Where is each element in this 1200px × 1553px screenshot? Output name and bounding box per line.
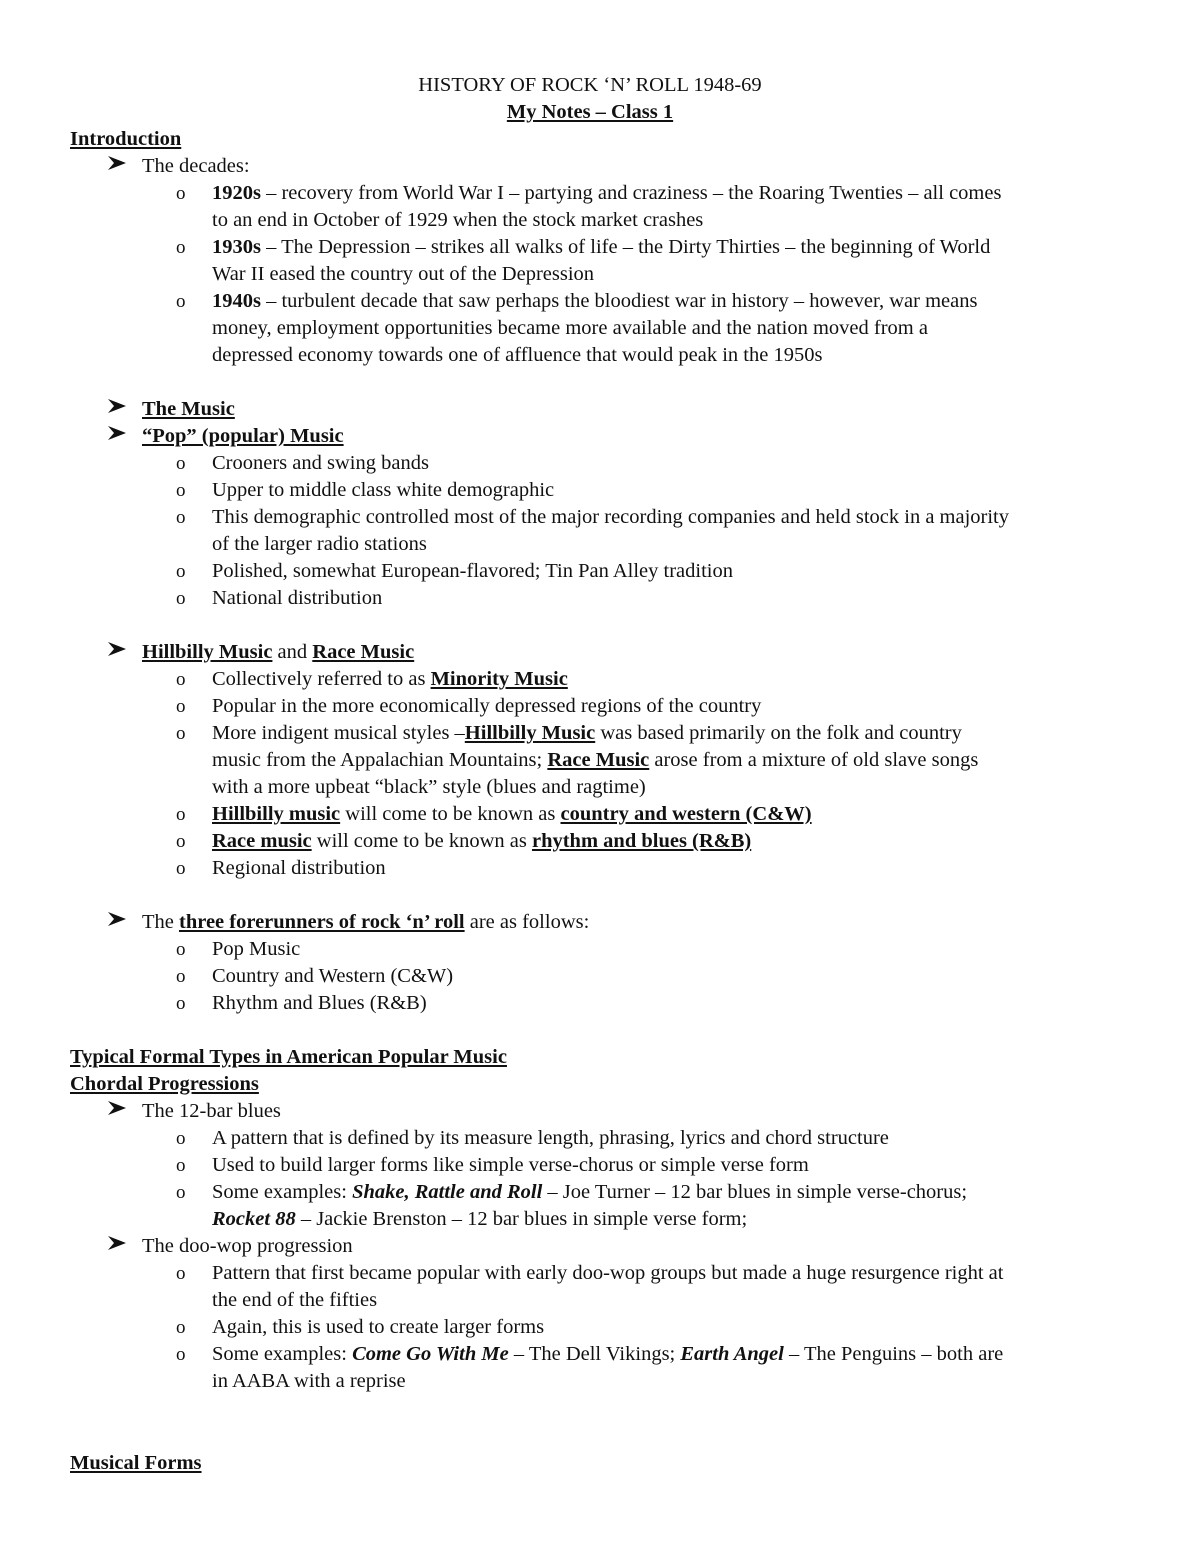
circle-bullet-icon: o [176,453,186,474]
text-line: Pattern that first became popular with early doo-wop groups but made a huge resurgence right at [212,1262,1004,1284]
circle-bullet-icon: o [176,1344,186,1365]
bullet-text: “Pop” (popular) Music [142,425,344,447]
arrow-bullet-icon [106,639,128,666]
term: Race Music [547,749,650,771]
section-heading-typical-forms: Typical Formal Types in American Popular Music [70,1046,507,1068]
circle-bullet-icon: o [176,237,186,258]
sub-bullet-text: A pattern that is defined by its measure length, phrasing, lyrics and chord structure [212,1127,889,1149]
sub-bullet-text [212,1341,1132,1395]
text-run: Some examples: [212,1181,353,1203]
arrow-bullet-icon [106,423,128,450]
bullet-text [142,639,414,666]
circle-bullet-icon: o [176,183,186,204]
sub-bullet-text: Regional distribution [212,857,386,879]
circle-bullet-icon: o [176,561,186,582]
circle-bullet-icon: o [176,1182,186,1203]
text-line: in AABA with a reprise [212,1370,406,1392]
circle-bullet-icon: o [176,723,186,744]
text-line: This demographic controlled most of the major recording companies and held stock in a majority [212,506,1010,528]
circle-bullet-icon: o [176,858,186,879]
text-run: – Jackie Brenston – 12 bar blues in simple verse form; [295,1208,748,1230]
song-title: Come Go With Me [352,1343,509,1365]
text-run: More indigent musical styles – [212,722,465,744]
term: Hillbilly music [212,803,341,825]
text-run: was based primarily on the folk and country [595,722,962,744]
bullet-text: The Music [142,398,235,420]
sub-bullet-text: National distribution [212,587,383,609]
circle-bullet-icon: o [176,507,186,528]
circle-bullet-icon: o [176,1317,186,1338]
sub-bullet-text [212,1179,1132,1233]
sub-bullet-text [212,1260,1132,1314]
sub-bullet-text [212,288,1132,369]
song-title: Shake, Rattle and Roll [352,1181,543,1203]
circle-bullet-icon: o [176,966,186,987]
text-run: are as follows: [464,911,590,933]
text-run: will come to be known as [340,803,561,825]
bullet-text: The decades: [142,155,250,177]
term: Minority Music [430,668,568,690]
text-run: The [142,911,179,933]
circle-bullet-icon: o [176,831,186,852]
text-run: arose from a mixture of old slave songs [649,749,979,771]
section-heading-chordal: Chordal Progressions [70,1073,259,1095]
text-line: depressed economy towards one of affluence that would peak in the 1950s [212,344,823,366]
term: Hillbilly Music [142,641,273,663]
decade-label: 1920s [212,182,261,204]
sub-bullet-text: Upper to middle class white demographic [212,479,555,501]
circle-bullet-icon: o [176,1128,186,1149]
circle-bullet-icon: o [176,588,186,609]
section-heading-musical-forms: Musical Forms [70,1452,202,1474]
text-line: money, employment opportunities became more available and the nation moved from a [212,317,928,339]
text-run: – The Depression – strikes all walks of life – the Dirty Thirties – the beginning of World [260,236,991,258]
term: Race Music [312,641,415,663]
term: Race music [212,830,312,852]
arrow-bullet-icon [106,1233,128,1260]
text-line: with a more upbeat “black” style (blues and ragtime) [212,776,646,798]
sub-bullet-text [212,720,1132,801]
arrow-bullet-icon [106,1098,128,1125]
sub-bullet-text: Country and Western (C&W) [212,965,454,987]
document-title: HISTORY OF ROCK ‘N’ ROLL 1948-69 [418,74,762,96]
sub-bullet-text: Polished, somewhat European-flavored; Tin Pan Alley tradition [212,560,733,582]
term: country and western (C&W) [560,803,812,825]
sub-bullet-text [212,666,1132,693]
text-run: – Joe Turner – 12 bar blues in simple verse-chorus; [542,1181,968,1203]
circle-bullet-icon: o [176,669,186,690]
bullet-text: The 12-bar blues [142,1100,281,1122]
circle-bullet-icon: o [176,1263,186,1284]
song-title: Rocket 88 [212,1208,296,1230]
sub-bullet-text [212,801,1132,828]
sub-bullet-text: Pop Music [212,938,301,960]
decade-label: 1940s [212,290,261,312]
term: rhythm and blues (R&B) [531,830,752,852]
text-run: music from the Appalachian Mountains; [212,749,548,771]
sub-bullet-text [212,828,1132,855]
text-run: Collectively referred to as [212,668,431,690]
document-subtitle: My Notes – Class 1 [506,101,674,123]
circle-bullet-icon: o [176,804,186,825]
circle-bullet-icon: o [176,480,186,501]
text-run: Some examples: [212,1343,353,1365]
decade-label: 1930s [212,236,261,258]
song-title: Earth Angel [680,1343,784,1365]
bullet-text: The doo-wop progression [142,1235,353,1257]
bullet-text [142,909,589,936]
circle-bullet-icon: o [176,1155,186,1176]
sub-bullet-text: Rhythm and Blues (R&B) [212,992,427,1014]
term: three forerunners of rock ‘n’ roll [179,911,465,933]
circle-bullet-icon: o [176,993,186,1014]
circle-bullet-icon: o [176,939,186,960]
circle-bullet-icon: o [176,696,186,717]
circle-bullet-icon: o [176,291,186,312]
term: Hillbilly Music [464,722,596,744]
sub-bullet-text [212,504,1132,558]
arrow-bullet-icon [106,153,128,180]
section-heading-introduction: Introduction [70,128,182,150]
sub-bullet-text [212,180,1132,234]
text-run: – turbulent decade that saw perhaps the bloodiest war in history – however, war means [260,290,978,312]
sub-bullet-text: Crooners and swing bands [212,452,429,474]
text-run: – The Penguins – both are [783,1343,1004,1365]
text-run: will come to be known as [311,830,532,852]
text-line: the end of the fifties [212,1289,378,1311]
sub-bullet-text [212,234,1132,288]
text-run: – recovery from World War I – partying and craziness – the Roaring Twenties – all comes [260,182,1002,204]
text-line: to an end in October of 1929 when the stock market crashes [212,209,704,231]
title-block [0,72,1180,126]
text-run: – The Dell Vikings; [508,1343,681,1365]
sub-bullet-text: Again, this is used to create larger forms [212,1316,545,1338]
text-run: and [272,641,313,663]
arrow-bullet-icon [106,396,128,423]
text-line: of the larger radio stations [212,533,427,555]
sub-bullet-text: Used to build larger forms like simple verse-chorus or simple verse form [212,1154,809,1176]
text-line: War II eased the country out of the Depression [212,263,595,285]
arrow-bullet-icon [106,909,128,936]
sub-bullet-text: Popular in the more economically depressed regions of the country [212,695,762,717]
